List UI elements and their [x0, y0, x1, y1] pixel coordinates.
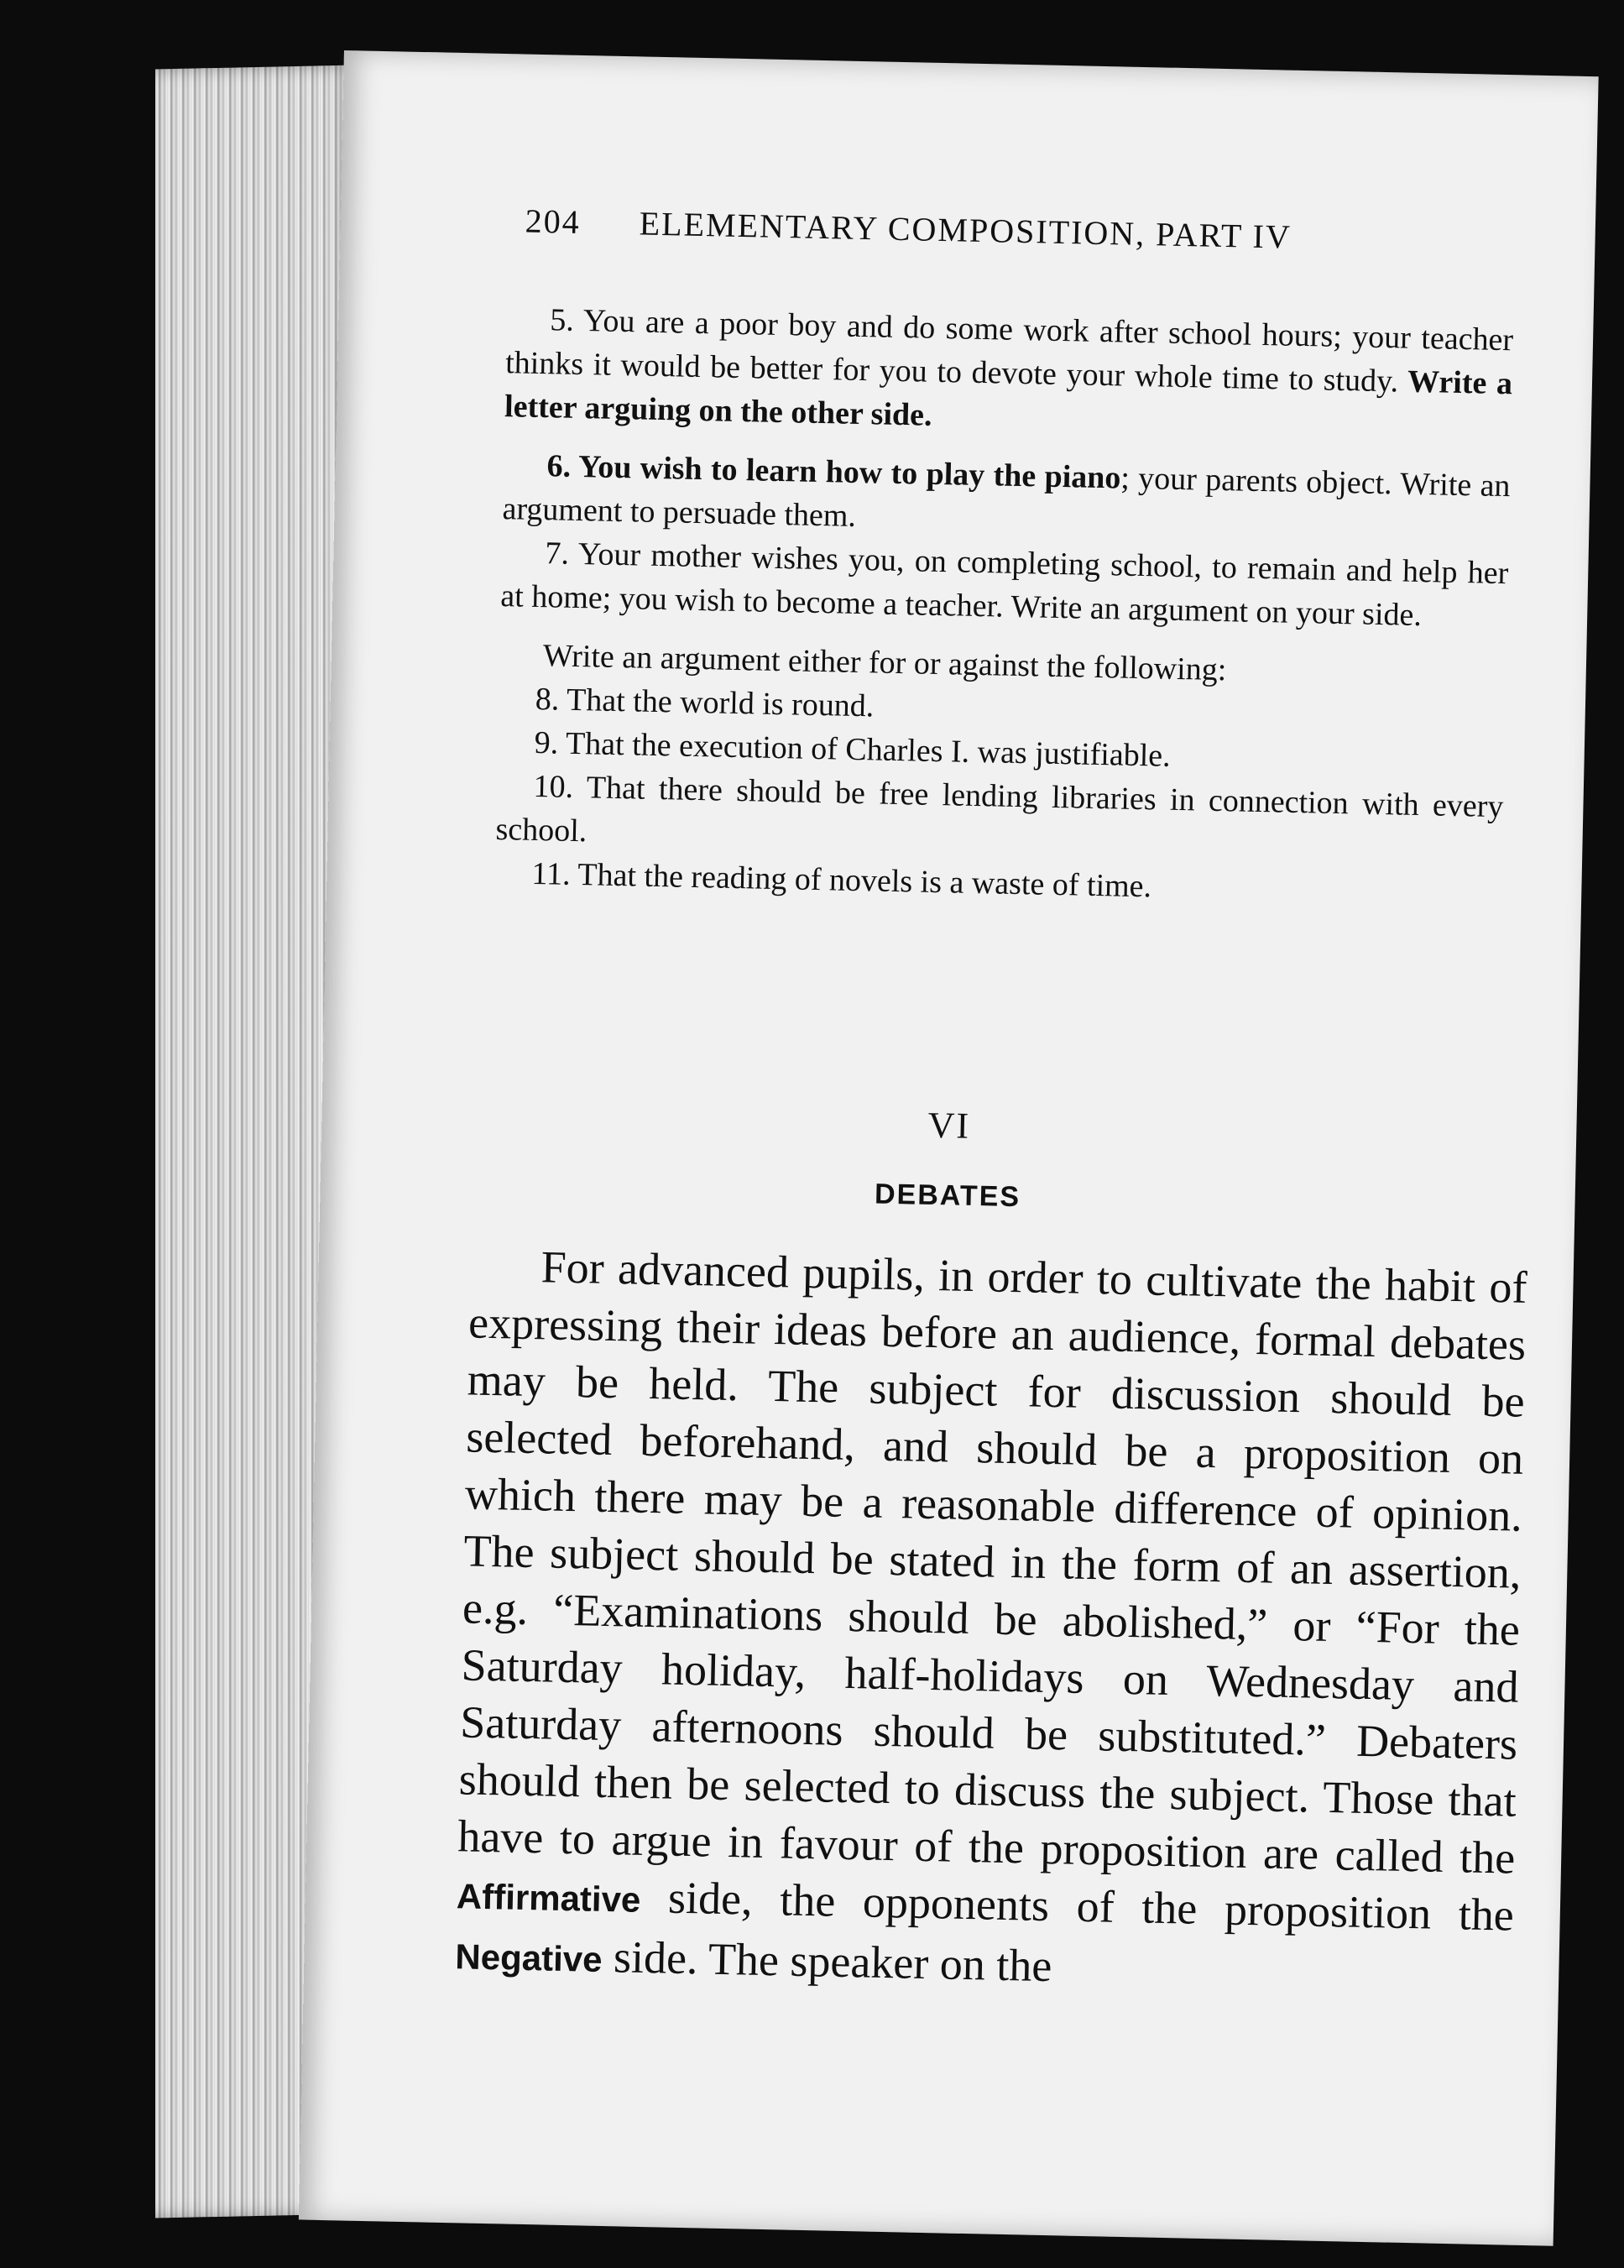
- section-title: DEBATES: [874, 1178, 1021, 1214]
- exercise-item-9: 9. That the execution of Charles I. was justifiable.: [534, 724, 1172, 774]
- exercise-intro: Write an argument either for or against the following:: [542, 638, 1227, 688]
- section-numeral: VI: [927, 1104, 971, 1147]
- exercise-list: [494, 297, 1514, 916]
- exercise-6-rest: ; your parents object. Write an argument to persuade them.: [502, 460, 1511, 534]
- body-paragraph: [455, 1236, 1527, 2007]
- exercise-item-10: 10. That there should be free lending libraries in connection with every school.: [495, 768, 1504, 849]
- book-page: [299, 50, 1599, 2246]
- exercise-5-text: 5. You are a poor boy and do some work after school hours; your teacher thinks it would be better for you to devote your whole time to study.: [504, 302, 1514, 400]
- running-title: ELEMENTARY COMPOSITION, PART IV: [639, 204, 1292, 256]
- exercise-item-7: 7. Your mother wishes you, on completing school, to remain and help her at home; you wish to become a teacher. Write an argument on your side.: [499, 536, 1509, 634]
- body-part-2: side, the opponents of the proposition the: [640, 1871, 1515, 1941]
- exercise-6-text: 6. You wish to learn how to play the piano: [546, 448, 1121, 496]
- body-part-1: For advanced pupils, in order to cultivate the habit of expressing their ideas before an audience, formal debates may be held. The subject for discussion should be selected beforehand, and should be a proposition on which there may be a reasonable difference of opinion. The subject should be stated in the form of an assertion, e.g. “Examinations should be abolished,” or “For the Saturday holiday, half-holidays on Wednesday and Saturday afternoons should be substituted.” Debaters should then be selected to discuss the subject. Those that have to argue in favour of the proposition are called the: [457, 1241, 1528, 1884]
- body-part-3: side. The speaker on the: [601, 1931, 1052, 1992]
- page-number: 204: [525, 201, 582, 241]
- affirmative-term: Affirmative: [456, 1876, 641, 1920]
- exercise-item-11: 11. That the reading of novels is a waste of time.: [531, 855, 1152, 905]
- exercise-item-8: 8. That the world is round.: [535, 681, 875, 724]
- exercise-item-5: [504, 297, 1514, 449]
- body-text: [455, 1236, 1527, 2007]
- page-header: [525, 201, 1499, 261]
- negative-term: Negative: [454, 1936, 603, 1979]
- exercise-5-instruction: Write a letter arguing on the other side.: [504, 363, 1513, 433]
